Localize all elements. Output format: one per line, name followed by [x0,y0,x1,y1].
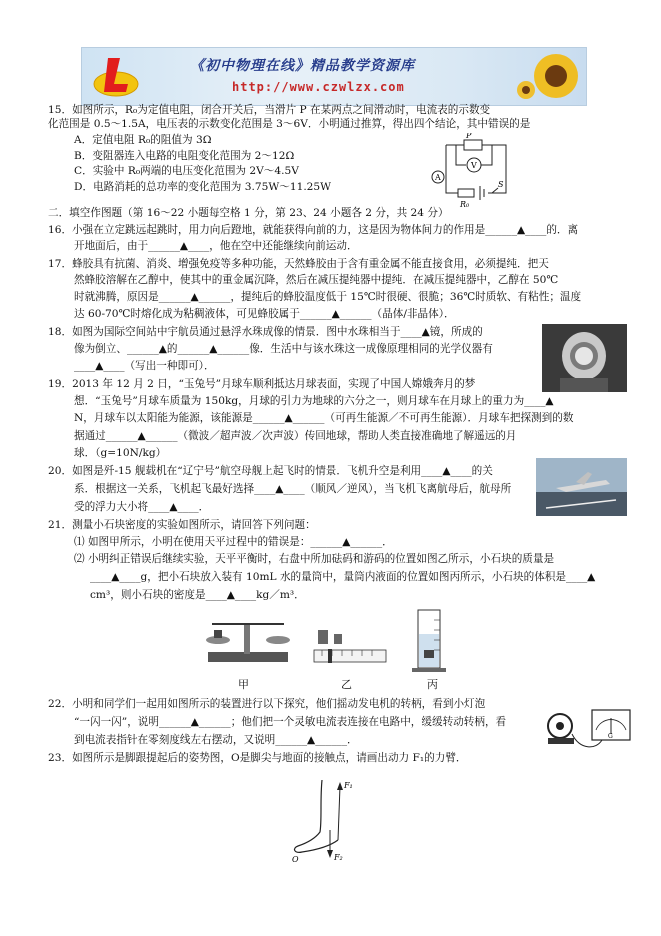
q19-line3: N，月球车以太阳能为能源，该能源是______▲______（可再生能源／不可再生能源）．月球车把探测到的数 [74,412,574,424]
q21-part2-line1: ⑵ 小明纠正错误后继续实验，天平平衡时，右盘中所加砝码和游码的位置如图乙所示，小石块的质量是 [74,553,555,565]
section-2-heading: 二．填空作图题（第 16～22 小题每空格 1 分，第 23、24 小题各 2 分，共 24 分） [48,207,449,219]
q16-line1: 16．小强在立定跳远起跳时，用力向后蹬地，就能获得向前的力，这是因为物体间力的作用是______▲____的．离 [48,224,579,236]
carrier-jet-photo [536,458,627,516]
banner-title: 《初中物理在线》精品教学资源库 [190,58,415,74]
weights-figure-yi [312,628,388,666]
q21-part1: ⑴ 如图甲所示，小明在使用天平过程中的错误是：______▲______． [74,536,393,548]
f1-label: F₁ [344,781,353,790]
q18-line1: 18．如图为国际空间站中宇航员通过悬浮水珠成像的情景．图中水珠相当于____▲镜，所成的 [48,326,483,338]
q21-stem: 21．测量小石块密度的实验如图所示，请回答下列问题： [48,519,316,531]
q22-line1: 22．小明和同学们一起用如图所示的装置进行以下探究，他们摇动发电机的转柄，看到小灯泡 [48,698,486,710]
slider-label: P [466,133,472,140]
caption-jia: 甲 [238,678,249,691]
q19-line1: 19．2013 年 12 月 2 日，“玉兔号”月球车顺利抵达月球表面，实现了中国人嫦娥奔月的梦 [48,378,476,390]
q16-line2: 开地面后，由于______▲____，他在空中还能继续向前运动． [74,240,358,252]
q19-line5: 球．（g=10N/kg） [74,447,167,459]
q20-line2: 系．根据这一关系，飞机起飞最好选择____▲____（顺风／逆风），当飞机飞离航母后，航母所 [74,483,512,495]
q17-line1: 17．蜂胶具有抗菌、消炎、增强免疫等多种功能，天然蜂胶由于含有重金属不能直接食用，必须提纯．把天 [48,258,549,270]
q21-part2-line3: cm³，则小石块的密度是____▲____kg／m³． [90,589,305,601]
q15-option-c: C．实验中 R₀两端的电压变化范围为 2V～4.5V [74,165,299,177]
voltmeter-label: V [471,161,477,170]
caption-bing: 丙 [427,678,438,691]
q15-option-a: A．定值电阻 R₀的阻值为 3Ω [74,134,212,146]
ammeter-label: A [435,173,441,182]
q18-line3: ____▲____（写出一种即可）． [74,360,215,372]
q17-line4: 达 60-70℃时熔化成为粘稠液体，可见蜂胶属于______▲______（晶体/非晶体）． [74,308,455,320]
galvanometer-label: G [608,733,613,740]
q21-part2-line2: ____▲____g，把小石块放入装有 10mL 水的量筒中，量筒内液面的位置如图丙所示，小石块的体积是____▲ [90,571,596,583]
balance-figure-jia [200,606,296,666]
q17-line3: 时就沸腾，原因是______▲______，提纯后的蜂胶温度低于 15℃时很硬、很脆；36℃时质软、有粘性；温度 [74,291,582,303]
caption-yi: 乙 [341,678,352,691]
pivot-o-label: O [292,855,299,864]
r0-label: R₀ [460,200,470,207]
q22-line3: 到电流表指针在零刻度线左右摆动，又说明______▲______． [74,734,358,746]
banner-url[interactable]: http://www.czwlzx.com [232,80,405,94]
cylinder-figure-bing [400,606,462,674]
q15-option-b: B．变阻器连入电路的电阻变化范围为 2～12Ω [74,150,295,162]
q22-line2: “一闪一闪”，说明______▲______；他们把一个灵敏电流表连接在电路中，缓缓转动转柄，看 [74,716,507,728]
q15-option-d: D．电路消耗的总功率的变化范围为 3.75W～11.25W [74,181,332,193]
q20-line1: 20．如图是歼-15 舰载机在“辽宁号”航空母舰上起飞时的情景．飞机升空是利用____▲____的关 [48,465,493,477]
logo-icon [92,54,140,100]
q15-circuit-diagram [426,133,526,207]
q19-line4: 据通过______▲______（微波／超声波／次声波）传回地球，帮助人类直接准确地了解遥远的月 [74,430,517,442]
astronaut-photo [542,324,627,392]
q20-line3: 受的浮力大小将____▲____． [74,501,210,513]
sunflower-icon [516,50,582,102]
q15-line1: 15．如图所示，R₀为定值电阻，闭合开关后，当滑片 P 在某两点之间滑动时，电流表的示数变 [48,104,491,116]
q19-line2: 想．“玉兔号”月球车质量为 150kg，月球的引力为地球的六分之一，则月球车在月球上的重力为____▲ [74,395,554,407]
generator-galvanometer-figure [540,704,636,754]
q23-text: 23．如图所示是脚跟提起后的姿势图，O是脚尖与地面的接触点，请画出动力 F₁的力臂． [48,752,467,764]
foot-diagram [286,770,360,866]
q18-line2: 像为倒立、______▲的______▲______像．生活中与该水珠这一成像原理相同的光学仪器有 [74,343,493,355]
f2-label: F₂ [334,853,343,862]
header-banner [81,47,587,106]
q15-line2: 化范围是 0.5～1.5A，电压表的示数变化范围是 3～6V．小明通过推算，得出四个结论，其中错误的是 [48,118,531,130]
q17-line2: 然蜂胶溶解在乙醇中，使其中的重金属沉降，然后在减压提纯器中提纯．在减压提纯器中，乙醇在 50℃ [74,274,559,286]
switch-label: S [498,180,504,189]
